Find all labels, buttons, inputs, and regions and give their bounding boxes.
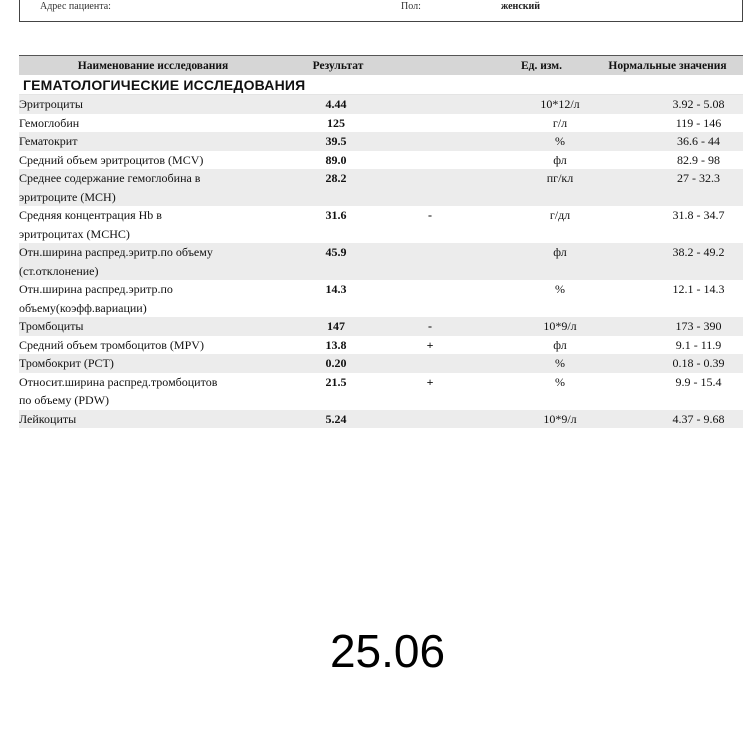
table-row [19,114,743,133]
test-name [19,317,309,336]
test-unit: фл [553,245,567,259]
test-result-value: 0.20 [325,356,347,370]
test-name-line: Отн.ширина распред.эритр.по [19,282,173,296]
test-name [19,206,309,243]
test-unit: % [555,374,565,389]
test-name-line: по объему (PDW) [19,393,110,407]
date-stamp: 25.06 [329,625,446,677]
test-result-value: 4.44 [325,97,347,111]
test-norm-range: 173 - 390 [675,319,722,333]
test-name-line: Тромбоциты [19,319,84,333]
test-result-value: 21.5 [325,374,347,389]
test-name [19,95,309,114]
header-norm: Нормальные значения [608,59,727,72]
test-result [309,354,394,373]
table-row [19,280,743,317]
test-result [309,132,394,151]
test-name-line: Тромбокрит (PCT) [19,356,114,370]
test-result [309,243,394,262]
test-name [19,243,309,280]
table-body [19,95,743,428]
test-name-line: Отн.ширина распред.эритр.по объему [19,245,213,259]
test-norm-range: 4.37 - 9.68 [672,411,725,426]
test-name-line: Средний объем тромбоцитов (MPV) [19,337,204,352]
test-name [19,151,309,170]
test-unit: фл [553,337,567,352]
table-header-row [19,55,743,75]
test-name-line: эритроцитах (MCHC) [19,226,130,241]
test-name [19,114,309,133]
test-result-value: 125 [327,115,345,130]
table-row [19,410,743,429]
test-name-line: Гемоглобин [19,115,80,130]
test-result-value: 14.3 [325,282,347,296]
test-name [19,169,309,206]
patient-address-label: Адрес пациента: [40,1,111,12]
test-name-line: Гематокрит [19,134,78,148]
test-result-value: 5.24 [325,411,347,426]
patient-info-box [19,0,743,22]
test-unit: % [555,282,565,296]
header-test-name: Наименование исследования [77,59,229,72]
lab-results-table [19,55,743,428]
patient-sex-value: женский [501,1,541,12]
test-name [19,336,309,355]
test-norm-range: 119 - 146 [675,115,722,130]
test-name-line: Эритроциты [19,97,83,111]
test-result [309,114,394,133]
test-result-value: 28.2 [325,171,347,185]
test-name-line: Относит.ширина распред.тромбоцитов [19,374,218,389]
test-norm-range: 12.1 - 14.3 [672,282,725,296]
test-unit: г/дл [549,208,571,222]
table-row [19,151,743,170]
test-flag: + [426,337,434,352]
test-result-value: 39.5 [325,134,347,148]
test-norm-range: 36.6 - 44 [677,134,720,148]
test-result [309,410,394,429]
test-norm-range: 82.9 - 98 [677,152,720,167]
test-result [309,280,394,299]
test-name [19,354,309,373]
test-name-line: Средняя концентрация Hb в [19,208,162,222]
test-unit: пг/кл [546,171,574,185]
test-unit: 10*9/л [543,319,577,333]
table-row [19,132,743,151]
test-result [309,151,394,170]
test-norm-range: 9.9 - 15.4 [675,374,722,389]
test-name-line: объему(коэфф.вариации) [19,300,147,315]
test-unit: г/л [552,115,568,130]
test-norm-range: 3.92 - 5.08 [672,97,725,111]
test-result-value: 45.9 [325,245,347,259]
test-norm-range: 31.8 - 34.7 [672,208,725,222]
test-name [19,410,309,429]
test-name-line: Лейкоциты [19,411,77,426]
table-row [19,206,743,243]
test-result-value: 89.0 [325,152,347,167]
test-result-value: 147 [327,319,345,333]
test-norm-range: 0.18 - 0.39 [672,356,725,370]
test-name [19,132,309,151]
header-result: Результат [312,59,364,72]
test-name [19,373,309,410]
table-row [19,95,743,114]
header-unit: Ед. изм. [520,59,563,72]
table-row [19,243,743,280]
test-unit: % [555,356,565,370]
test-name-line: (ст.отклонение) [19,263,99,278]
test-flag: + [426,374,434,389]
table-row [19,317,743,336]
table-row [19,169,743,206]
test-norm-range: 9.1 - 11.9 [675,337,722,352]
test-unit: фл [553,152,567,167]
test-result-value: 31.6 [325,208,347,222]
test-norm-range: 38.2 - 49.2 [672,245,725,259]
test-unit: % [555,134,565,148]
test-name-line: Средний объем эритроцитов (MCV) [19,152,204,167]
test-result [309,317,394,336]
test-unit: 10*9/л [543,411,577,426]
test-result [309,373,394,392]
test-result [309,336,394,355]
table-row [19,373,743,410]
test-result-value: 13.8 [325,337,347,352]
test-flag: - [428,319,432,333]
table-row [19,354,743,373]
section-title-hematology: ГЕМАТОЛОГИЧЕСКИЕ ИССЛЕДОВАНИЯ [19,75,743,95]
table-row [19,336,743,355]
patient-sex-label: Пол: [401,1,421,12]
test-unit: 10*12/л [540,97,580,111]
test-result [309,95,394,114]
test-name-line: Среднее содержание гемоглобина в [19,171,201,185]
test-result [309,169,394,188]
test-name-line: эритроците (MCH) [19,189,116,204]
test-result [309,206,394,225]
test-norm-range: 27 - 32.3 [677,171,720,185]
test-flag: - [428,208,432,222]
test-name [19,280,309,317]
